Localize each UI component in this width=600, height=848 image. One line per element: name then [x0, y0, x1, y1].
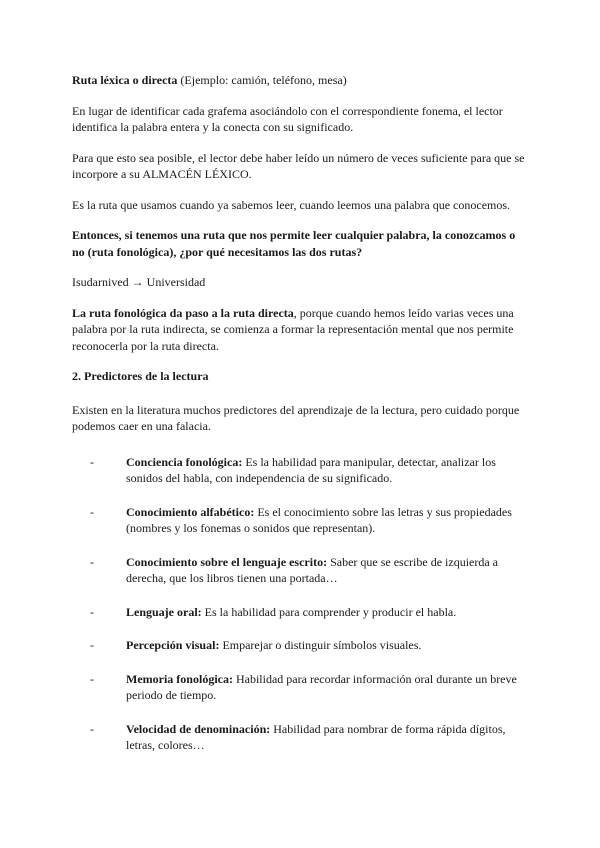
list-item-desc: Saber que se escribe de izquierda a derecha, que los libros tienen una portada…: [126, 554, 498, 585]
list-item-term: Conciencia fonológica:: [126, 454, 243, 469]
list-item-term: Conocimiento alfabético:: [126, 504, 255, 519]
list-item-desc: Es el conocimiento sobre las letras y sus propiedades (nombres y los fonemas o sonidos que representan).: [126, 504, 512, 535]
bullet-dash: -: [90, 454, 94, 469]
bullet-dash: -: [90, 671, 94, 686]
ruta-fonologica-bold: La ruta fonológica da paso a la ruta directa: [72, 305, 294, 320]
paragraph-predictores-intro: Existen en la literatura muchos predictores del aprendizaje de la lectura, pero cuidado porque podemos caer en una falacia.: [72, 402, 520, 433]
section-heading-predictores: [72, 368, 530, 385]
question-text: Entonces, si tenemos una ruta que nos permite leer cualquier palabra, la conozcamos o no (ruta fonológica), ¿por qué necesitamos las dos rutas?: [72, 228, 516, 259]
list-item-term: Lenguaje oral:: [126, 604, 202, 619]
paragraph-question: [72, 227, 530, 260]
bullet-dash: -: [90, 604, 94, 619]
list-item: [90, 721, 530, 754]
list-item: [90, 604, 530, 621]
bullet-dash: -: [90, 638, 94, 652]
ruta-lexica-example: (Ejemplo: camión, teléfono, mesa): [177, 73, 347, 87]
predictors-list: [72, 454, 530, 754]
list-item-desc: Es la habilidad para manipular, detectar, analizar los sonidos del habla, con independencia de su significado.: [126, 454, 496, 485]
list-item: [90, 454, 530, 487]
list-item-desc: Es la habilidad para comprender y producir el habla.: [201, 604, 457, 619]
section-heading-text: 2. Predictores de la lectura: [72, 369, 209, 383]
list-item: [90, 504, 530, 537]
list-item-desc: Habilidad para recordar información oral durante un breve periodo de tiempo.: [126, 671, 517, 702]
paragraph-almacen-lexico: Para que esto sea posible, el lector debe haber leído un número de veces suficiente para que se incorpore a su ALMACÉN LÉXICO.: [72, 150, 525, 181]
heading-ruta-lexica: Ruta léxica o directa: [72, 73, 178, 87]
paragraph-ruta-lexica: [72, 72, 530, 89]
list-item-term: Conocimiento sobre el lenguaje escrito:: [126, 554, 328, 569]
list-item: [90, 554, 530, 587]
list-item-term: Velocidad de denominación:: [126, 721, 271, 736]
list-item: [90, 637, 530, 654]
list-item: [90, 671, 530, 704]
bullet-dash: -: [90, 554, 94, 569]
list-item-desc: Emparejar o distinguir símbolos visuales.: [219, 638, 422, 652]
paragraph-example-anagram: Isudarnived → Universidad: [72, 275, 206, 289]
list-item-term: Memoria fonológica:: [126, 671, 233, 686]
bullet-dash: -: [90, 721, 94, 736]
paragraph-ruta-fonologica: [72, 305, 530, 355]
paragraph-identifica: En lugar de identificar cada grafema asociándolo con el correspondiente fonema, el lector identifica la palabra entera y la conecta con su significado.: [72, 103, 503, 134]
list-item-desc: Habilidad para nombrar de forma rápida dígitos, letras, colores…: [126, 721, 506, 752]
bullet-dash: -: [90, 504, 94, 519]
ruta-fonologica-rest: , porque cuando hemos leído varias veces una palabra por la ruta indirecta, se comienza a formar la representación mental que nos permite reconocerla por la ruta directa.: [72, 305, 514, 353]
list-item-term: Percepción visual:: [126, 638, 220, 652]
paragraph-ruta-uso: Es la ruta que usamos cuando ya sabemos leer, cuando leemos una palabra que conocemos.: [72, 197, 511, 212]
